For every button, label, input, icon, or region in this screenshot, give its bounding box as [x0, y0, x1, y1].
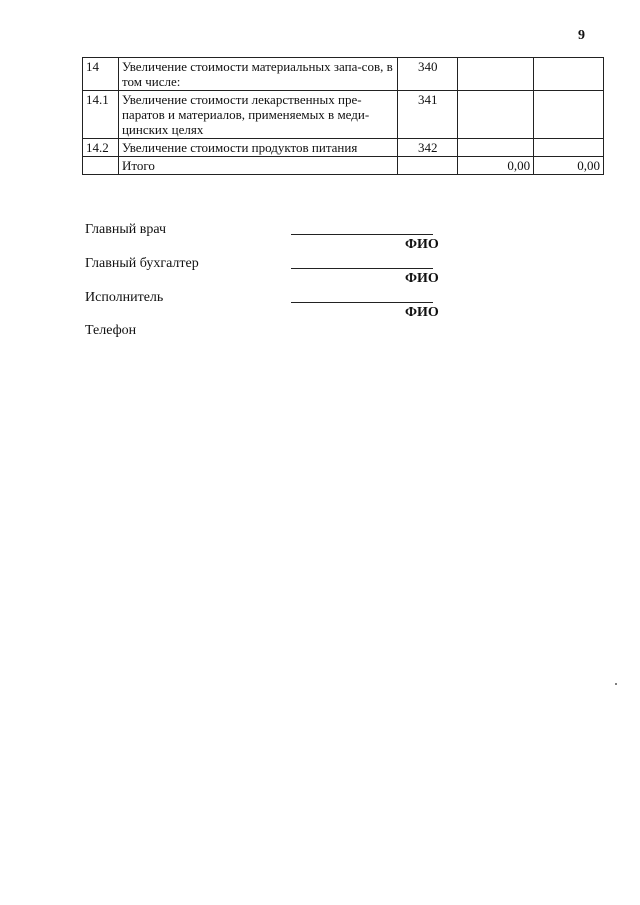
row-value1-cell — [458, 139, 534, 157]
row-number-cell: 14.2 — [83, 139, 119, 157]
row-number-cell: 14.1 — [83, 91, 119, 139]
total-value1-cell: 0,00 — [458, 157, 534, 175]
row-code-cell: 340 — [398, 58, 458, 91]
signature-label: Главный врач — [85, 222, 167, 237]
signature-caption: ФИО — [405, 271, 439, 286]
expense-table — [82, 57, 604, 175]
page-number: 9 — [578, 28, 585, 43]
table-row — [83, 139, 604, 157]
table-row — [83, 58, 604, 91]
row-code-cell: 342 — [398, 139, 458, 157]
scan-speck — [615, 683, 617, 685]
phone-label: Телефон — [85, 323, 137, 338]
row-name-cell: Увеличение стоимости лекарственных пре-паратов и материалов, применяемых в меди-цинских целях — [118, 91, 397, 139]
total-value2-cell: 0,00 — [534, 157, 604, 175]
signature-row-executor — [85, 290, 445, 324]
signature-caption: ФИО — [405, 305, 439, 320]
table-total-row — [83, 157, 604, 175]
row-number-cell: 14 — [83, 58, 119, 91]
row-value1-cell — [458, 91, 534, 139]
signature-block — [85, 222, 445, 324]
signature-row-chief-doctor — [85, 222, 445, 256]
signature-line — [291, 268, 433, 269]
row-value2-cell — [534, 139, 604, 157]
signature-line — [291, 302, 433, 303]
signature-row-chief-accountant — [85, 256, 445, 290]
row-code-cell — [398, 157, 458, 175]
row-value1-cell — [458, 58, 534, 91]
row-name-cell: Увеличение стоимости материальных запа-сов, в том числе: — [118, 58, 397, 91]
total-label-cell: Итого — [118, 157, 397, 175]
row-number-cell — [83, 157, 119, 175]
row-value2-cell — [534, 58, 604, 91]
signature-line — [291, 234, 433, 235]
row-code-cell: 341 — [398, 91, 458, 139]
signature-label: Главный бухгалтер — [85, 256, 199, 271]
signature-label: Исполнитель — [85, 290, 164, 305]
signature-caption: ФИО — [405, 237, 439, 252]
row-name-cell: Увеличение стоимости продуктов питания — [118, 139, 397, 157]
table-row — [83, 91, 604, 139]
row-value2-cell — [534, 91, 604, 139]
